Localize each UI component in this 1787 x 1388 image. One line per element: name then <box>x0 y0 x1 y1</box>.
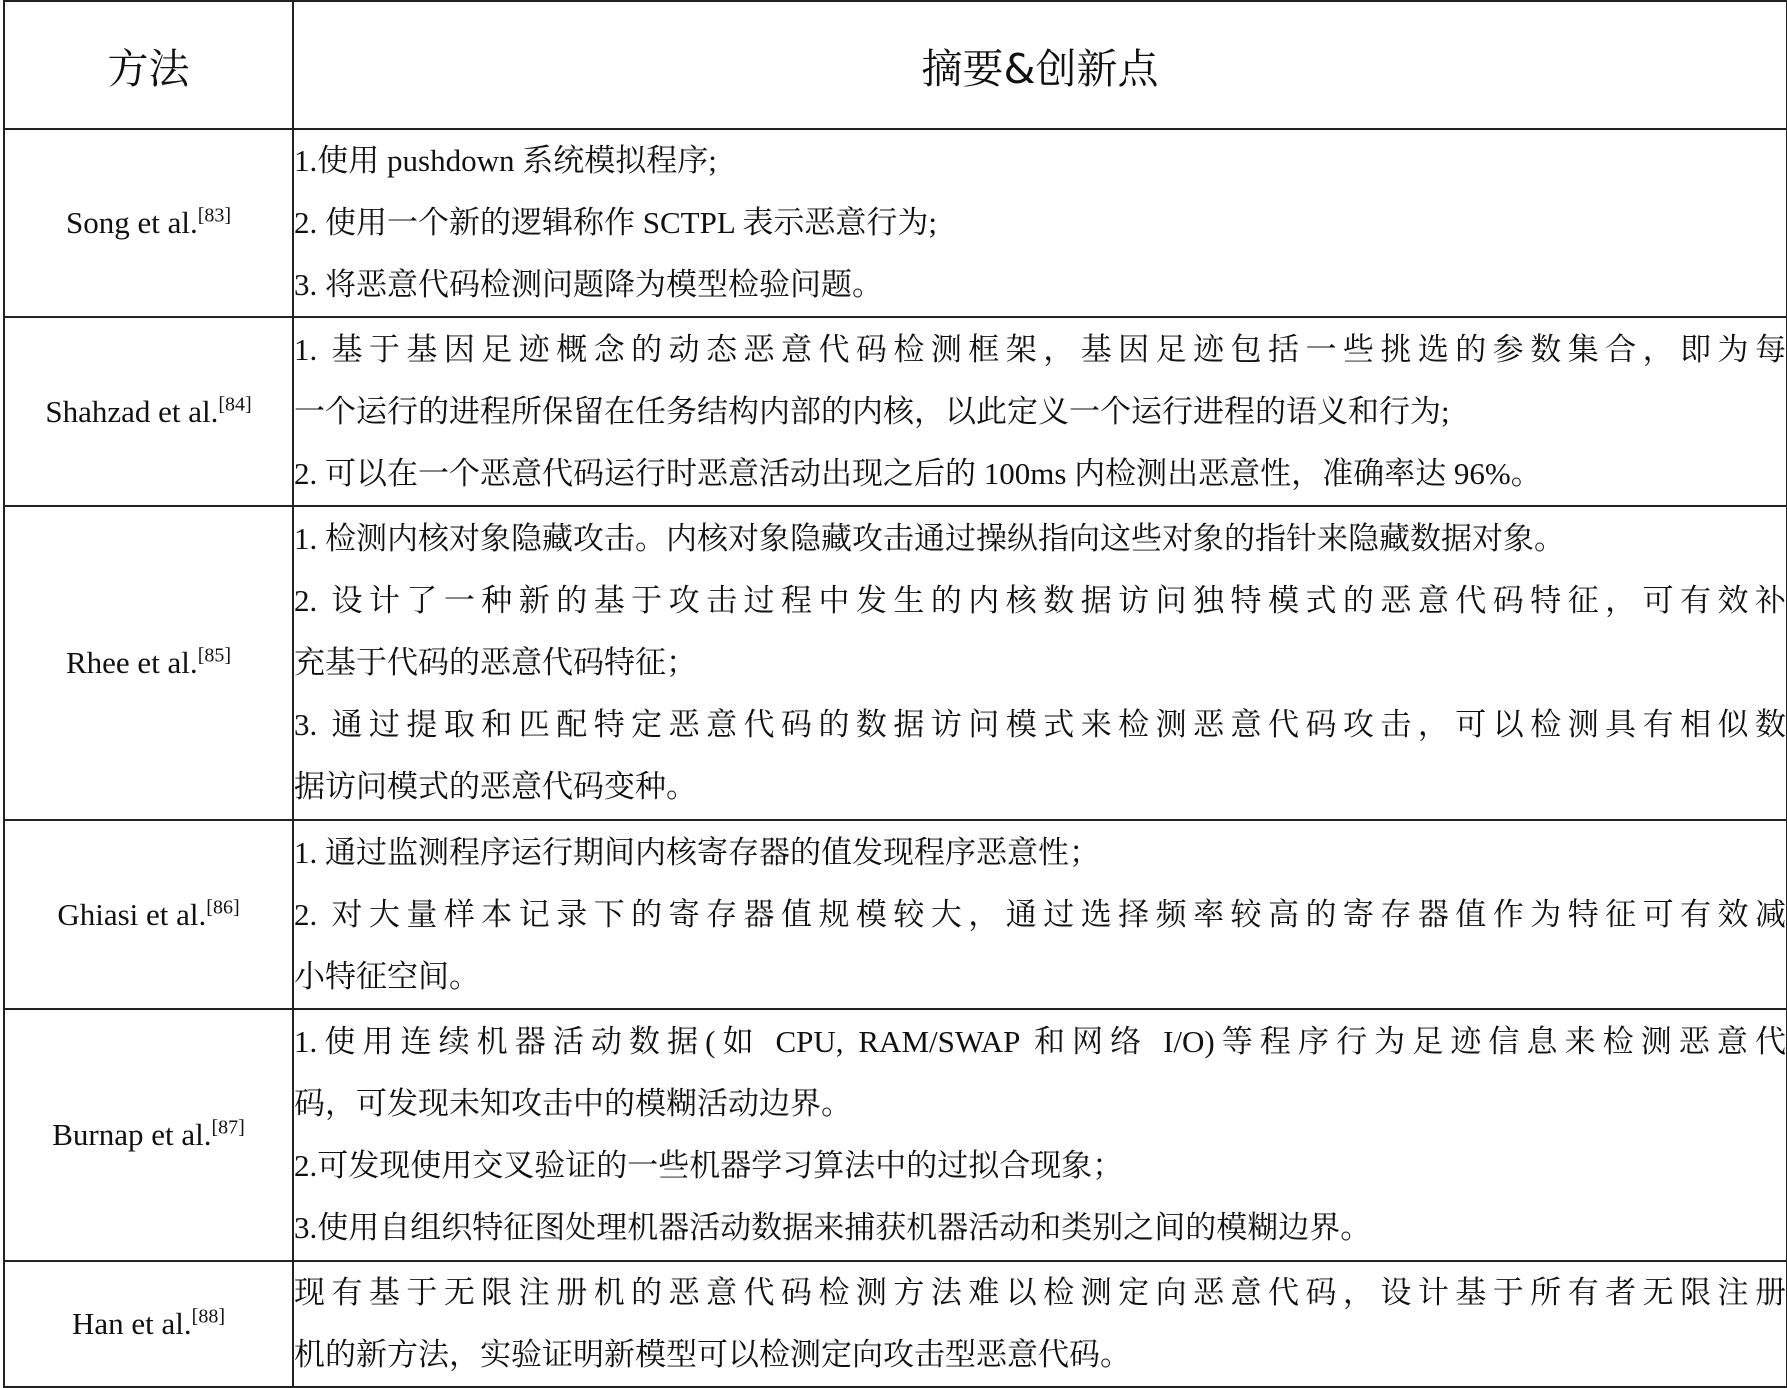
summary-cell <box>293 317 1787 506</box>
method-cell <box>4 820 293 1009</box>
method-name: Shahzad et al. <box>45 393 219 429</box>
summary-line: 小特征空间。 <box>294 958 480 994</box>
summary-line: 2.可发现使用交叉验证的一些机器学习算法中的过拟合现象； <box>294 1148 1124 1183</box>
header-method: 方法 <box>4 1 293 129</box>
header-row <box>4 1 1787 129</box>
summary-line: 2. 对大量样本记录下的寄存器值规模较大，通过选择频率较高的寄存器值作为特征可有效减 <box>294 896 1786 932</box>
method-cell <box>4 317 293 506</box>
reference-marker: [85] <box>197 644 232 667</box>
method-name: Song et al. <box>65 205 198 240</box>
summary-line: 2. 使用一个新的逻辑称作 SCTPL 表示恶意行为; <box>294 205 937 240</box>
reference-marker: [84] <box>218 393 252 416</box>
summary-line: 据访问模式的恶意代码变种。 <box>294 769 697 804</box>
summary-line: 码，可发现未知攻击中的模糊活动边界。 <box>294 1086 852 1121</box>
summary-cell <box>293 1009 1787 1261</box>
method-name: Burnap et al. <box>52 1117 212 1152</box>
reference-marker: [87] <box>211 1116 245 1139</box>
summary-line: 充基于代码的恶意代码特征； <box>294 645 697 680</box>
summary-line: 3.使用自组织特征图处理机器活动数据来捕获机器活动和类别之间的模糊边界。 <box>294 1210 1372 1245</box>
method-name: Ghiasi et al. <box>57 896 207 932</box>
summary-line: 1.使用 pushdown 系统模拟程序; <box>294 143 717 178</box>
summary-line: 3. 通过提取和匹配特定恶意代码的数据访问模式来检测恶意代码攻击，可以检测具有相似数 <box>294 707 1786 742</box>
summary-cell <box>293 129 1787 317</box>
table-row <box>4 820 1787 1009</box>
summary-line: 3. 将恶意代码检测问题降为模型检验问题。 <box>294 267 883 302</box>
method-cell <box>4 129 293 317</box>
methods-table <box>3 0 1787 1388</box>
method-cell <box>4 506 293 820</box>
summary-line: 现有基于无限注册机的恶意代码检测方法难以检测定向恶意代码，设计基于所有者无限注册 <box>294 1275 1786 1310</box>
header-summary: 摘要&创新点 <box>293 1 1787 129</box>
summary-line: 2. 可以在一个恶意代码运行时恶意活动出现之后的 100ms 内检测出恶意性，准确率达 96%。 <box>294 455 1542 491</box>
summary-line: 机的新方法，实验证明新模型可以检测定向攻击型恶意代码。 <box>294 1337 1131 1372</box>
reference-marker: [86] <box>206 896 240 919</box>
summary-cell <box>293 820 1787 1009</box>
method-name: Rhee et al. <box>65 645 198 680</box>
summary-cell <box>293 1261 1787 1387</box>
table-row <box>4 1261 1787 1387</box>
reference-marker: [83] <box>197 204 232 227</box>
summary-cell <box>293 506 1787 820</box>
summary-line: 1. 通过监测程序运行期间内核寄存器的值发现程序恶意性； <box>294 834 1100 870</box>
method-cell <box>4 1009 293 1261</box>
summary-line: 一个运行的进程所保留在任务结构内部的内核，以此定义一个运行进程的语义和行为; <box>294 393 1450 429</box>
table-row <box>4 317 1787 506</box>
summary-line: 1. 检测内核对象隐藏攻击。内核对象隐藏攻击通过操纵指向这些对象的指针来隐藏数据对象。 <box>294 521 1565 556</box>
table-row <box>4 129 1787 317</box>
reference-marker: [88] <box>191 1305 225 1328</box>
table-row <box>4 506 1787 820</box>
summary-line: 2. 设计了一种新的基于攻击过程中发生的内核数据访问独特模式的恶意代码特征，可有效补 <box>294 583 1786 618</box>
summary-line: 1.使用连续机器活动数据(如 CPU, RAM/SWAP 和网络 I/O)等程序行为足迹信息来检测恶意代 <box>294 1024 1786 1059</box>
table-row <box>4 1009 1787 1261</box>
method-name: Han et al. <box>72 1306 192 1341</box>
summary-line: 1. 基于基因足迹概念的动态恶意代码检测框架，基因足迹包括一些挑选的参数集合，即为每 <box>294 331 1786 367</box>
method-cell <box>4 1261 293 1387</box>
